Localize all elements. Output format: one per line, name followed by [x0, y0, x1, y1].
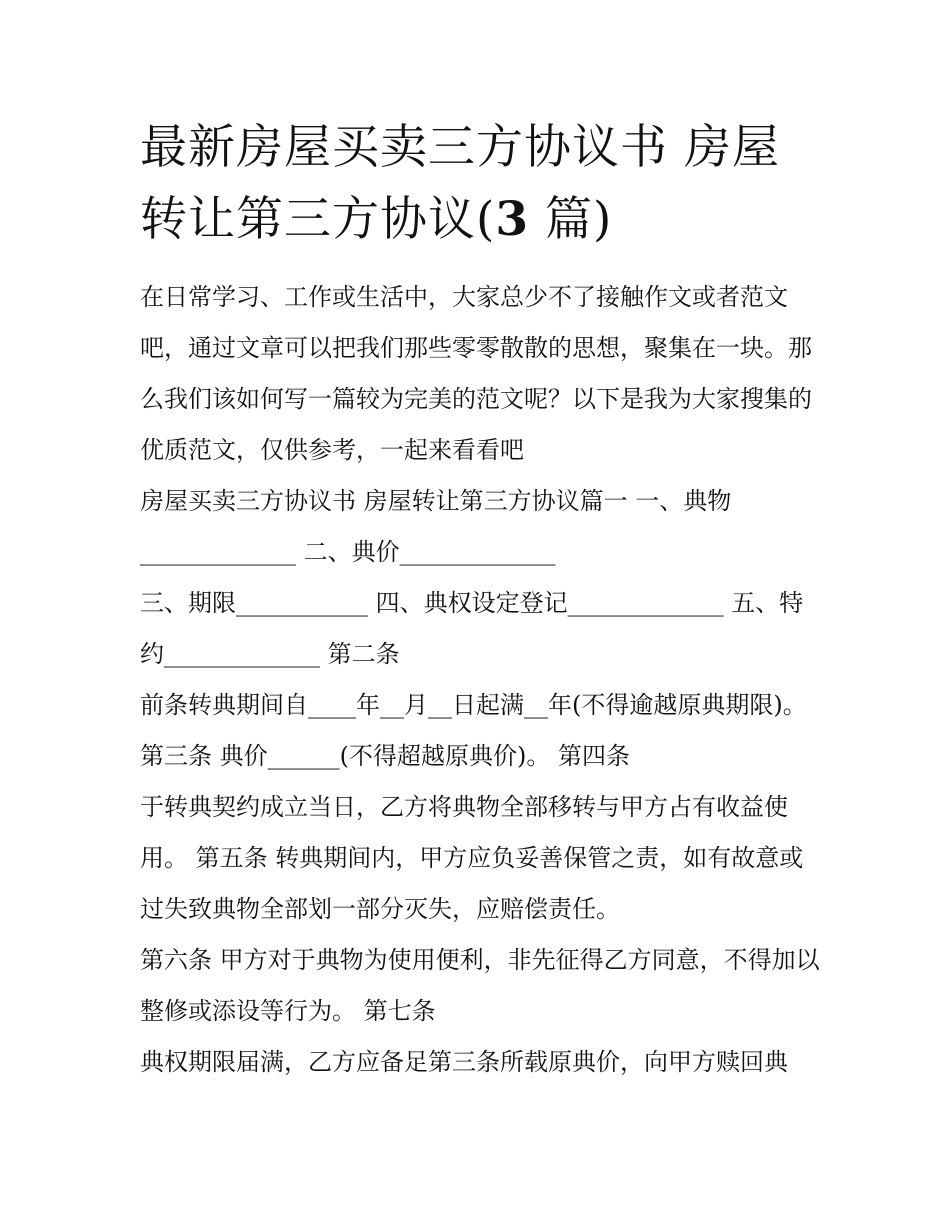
intro-paragraph: 在日常学习、工作或生活中，大家总少不了接触作文或者范文吧，通过文章可以把我们那些零零散散的思想，聚集在一块。那么我们该如何写一篇较为完美的范文呢？以下是我为大家搜集的优质范文，仅供参考，一起来看看吧	[140, 283, 812, 464]
contract-paragraph: 第六条 甲方对于典物为使用便利，非先征得乙方同意，不得加以整修或添设等行为。 第七条	[140, 946, 820, 1025]
contract-paragraph: 典权期限届满，乙方应备足第三条所载原典价，向甲方赎回典	[140, 1048, 788, 1076]
title-line-2-prefix: 转让第三方协议(	[140, 192, 496, 247]
document-body	[140, 272, 820, 1088]
title-line-1: 最新房屋买卖三方协议书 房屋	[140, 120, 780, 175]
title-line-2-suffix: 篇)	[529, 192, 613, 247]
contract-paragraph: 房屋买卖三方协议书 房屋转让第三方协议篇一 一、典物_____________ 二、典价_____________	[140, 487, 732, 566]
document-title	[140, 112, 820, 256]
document-page	[140, 112, 820, 1088]
title-line-2-number: 3	[495, 192, 530, 247]
contract-paragraph: 前条转典期间自____年__月__日起满__年(不得逾越原典期限)。 第三条 典价______(不得超越原典价)。 第四条	[140, 691, 815, 770]
contract-paragraph: 于转典契约成立当日，乙方将典物全部移转与甲方占有收益使用。 第五条 转典期间内，甲方应负妥善保管之责，如有故意或过失致典物全部划一部分灭失，应赔偿责任。	[140, 793, 804, 923]
contract-paragraph: 三、期限___________ 四、典权设定登记_____________ 五、特约_____________ 第二条	[140, 589, 804, 668]
